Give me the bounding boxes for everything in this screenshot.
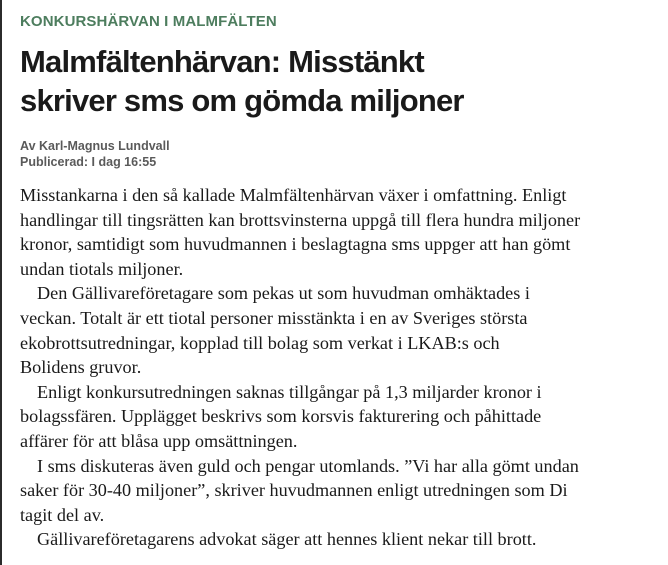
headline-line: skriver sms om gömda miljoner <box>20 83 464 118</box>
body-line: I sms diskuteras även guld och pengar utomlands. ”Vi har alla gömt undan <box>37 455 579 476</box>
byline-published: Publicerad: I dag 16:55 <box>20 155 157 169</box>
body-line: bolagssfären. Upplägget beskrivs som korsvis fakturering och påhittade <box>20 406 542 427</box>
byline-author[interactable]: Av Karl-Magnus Lundvall <box>20 139 170 153</box>
body-line: Misstankarna i den så kallade Malmfältenhärvan växer i omfattning. Enligt <box>20 185 567 205</box>
body-line: tagit del av. <box>20 504 105 525</box>
article <box>20 0 660 552</box>
body-paragraph <box>20 380 660 454</box>
body-line: handlingar till tingsrätten kan brottsvinsterna uppgå till flera hundra miljoner <box>20 209 581 230</box>
body-line: Enligt konkursutredningen saknas tillgångar på 1,3 miljarder kronor i <box>37 381 542 402</box>
body-paragraph <box>20 281 660 379</box>
body-line: veckan. Totalt är ett tiotal personer misstänkta i en av Sveriges största <box>20 307 528 328</box>
body-paragraph <box>20 527 660 552</box>
headline-line: Malmfältenhärvan: Misstänkt <box>20 44 424 79</box>
body-line: affärer för att blåsa upp omsättningen. <box>20 430 298 451</box>
body-paragraph <box>20 183 660 281</box>
body-line: Gällivareföretagarens advokat säger att hennes klient nekar till brott. <box>37 529 537 550</box>
body-paragraph <box>20 454 660 528</box>
body-line: saker för 30-40 miljoner”, skriver huvudmannen enligt utredningen som Di <box>20 480 568 501</box>
article-kicker[interactable]: KONKURSHÄRVAN I MALMFÄLTEN <box>20 13 277 30</box>
body-line: undan tiotals miljoner. <box>20 258 184 279</box>
article-headline <box>20 42 660 120</box>
byline <box>20 138 660 170</box>
article-body <box>20 183 660 552</box>
body-line: Den Gällivareföretagare som pekas ut som huvudman omhäktades i <box>37 283 530 304</box>
body-line: Bolidens gruvor. <box>20 357 142 378</box>
body-line: ekobrottsutredningar, kopplad till bolag som verkat i LKAB:s och <box>20 332 500 353</box>
body-line: kronor, samtidigt som huvudmannen i beslagtagna sms uppger att han gömt <box>20 234 571 255</box>
